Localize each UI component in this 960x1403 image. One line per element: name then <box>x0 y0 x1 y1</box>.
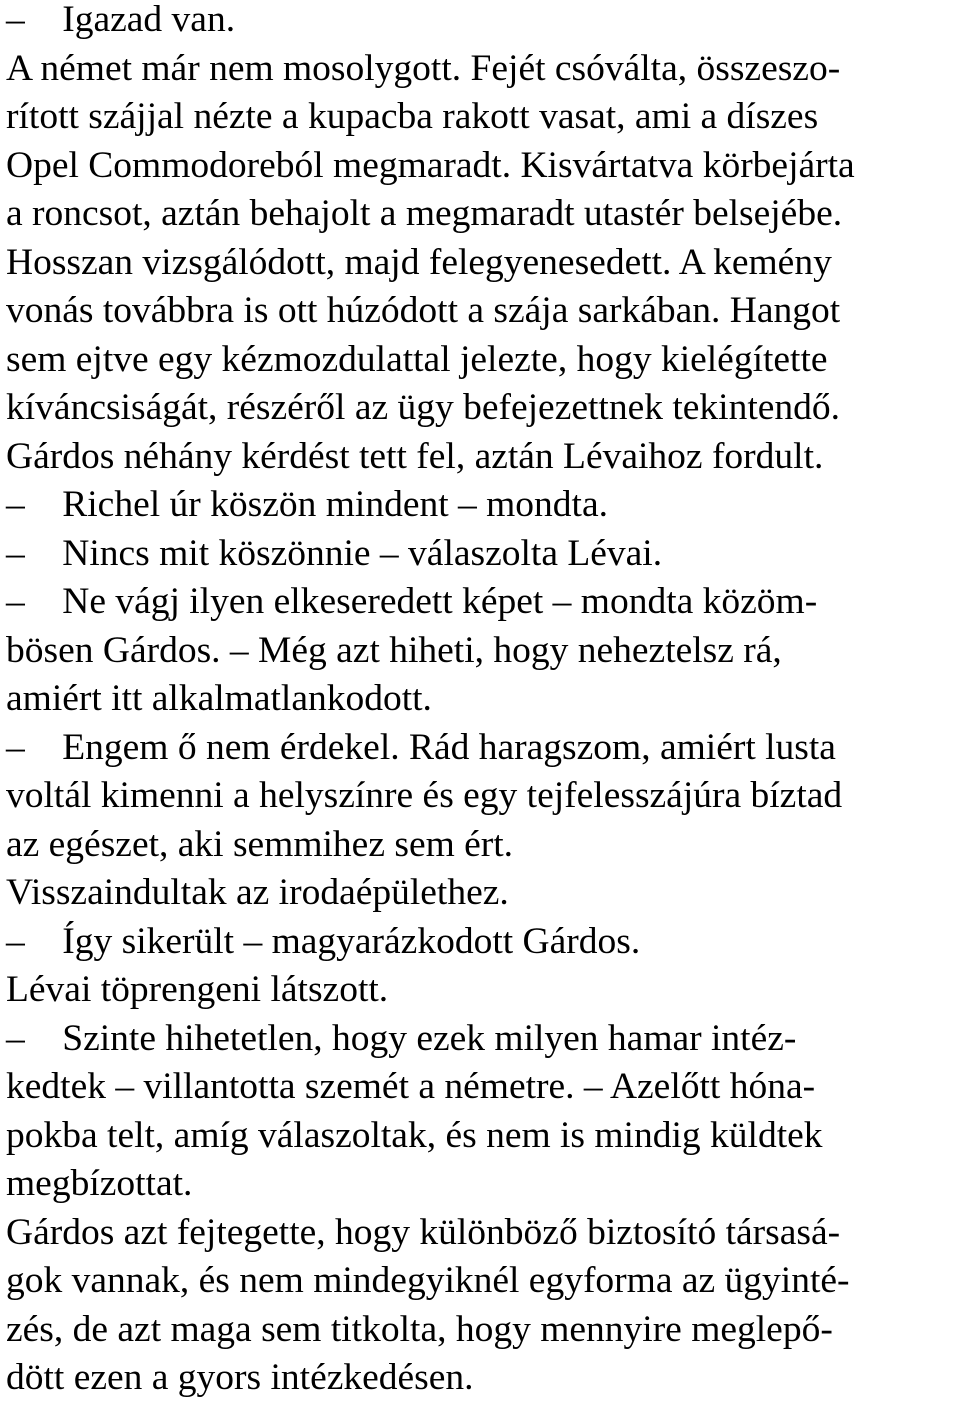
text-line: vonás továbbra is ott húzódott a szája sarkában. Hangot <box>6 290 841 331</box>
text-line: A német már nem mosolygott. Fejét csóválta, összeszo- <box>6 47 841 89</box>
text-line: a roncsot, aztán behajolt a megmaradt utastér belsejébe. <box>6 193 843 234</box>
text-line: sem ejtve egy kézmozdulattal jelezte, hogy kielégítette <box>6 338 828 380</box>
text-line: Hosszan vizsgálódott, majd felegyenesedett. A kemény <box>6 241 832 283</box>
text-line: pokba telt, amíg válaszoltak, és nem is mindig küldtek <box>6 1114 823 1156</box>
text-line: megbízottat. <box>6 1163 193 1204</box>
text-line: – Richel úr köszön mindent – mondta. <box>6 484 608 525</box>
text-line: rított szájjal nézte a kupacba rakott vasat, ami a díszes <box>6 96 819 137</box>
text-line: Visszaindultak az irodaépülethez. <box>6 872 509 913</box>
text-line: gok vannak, és nem mindegyiknél egyforma az ügyinté- <box>6 1260 850 1301</box>
text-line: – Engem ő nem érdekel. Rád haragszom, amiért lusta <box>6 726 836 768</box>
text-line: – Igazad van. <box>6 0 236 40</box>
text-line: – Nincs mit köszönnie – válaszolta Lévai. <box>6 532 663 574</box>
text-line: – Szinte hihetetlen, hogy ezek milyen hamar intéz- <box>6 1017 797 1059</box>
text-line: – Ne vágj ilyen elkeseredett képet – mondta közöm- <box>6 581 818 622</box>
text-line: kíváncsiságát, részéről az ügy befejezettnek tekintendő. <box>6 387 841 428</box>
text-line: az egészet, aki semmihez sem ért. <box>6 823 514 865</box>
text-line: bösen Gárdos. – Még azt hiheti, hogy neheztelsz rá, <box>6 629 782 671</box>
text-line: voltál kimenni a helyszínre és egy tejfelesszájúra bíztad <box>6 775 843 816</box>
text-line: dött ezen a gyors intézkedésen. <box>6 1357 474 1398</box>
text-line: kedtek – villantotta szemét a németre. – Azelőtt hóna- <box>6 1066 816 1107</box>
text-line: Gárdos néhány kérdést tett fel, aztán Lévaihoz fordult. <box>6 435 824 477</box>
text-line: Lévai töprengeni látszott. <box>6 969 389 1010</box>
document-page <box>6 0 956 1403</box>
text-line: amiért itt alkalmatlankodott. <box>6 678 432 719</box>
text-line: zés, de azt maga sem titkolta, hogy mennyire meglepő- <box>6 1308 833 1350</box>
text-line: Gárdos azt fejtegette, hogy különböző biztosító társasá- <box>6 1211 841 1253</box>
text-line: Opel Commodoreból megmaradt. Kisvártatva körbejárta <box>6 144 855 186</box>
text-line: – Így sikerült – magyarázkodott Gárdos. <box>6 920 641 962</box>
